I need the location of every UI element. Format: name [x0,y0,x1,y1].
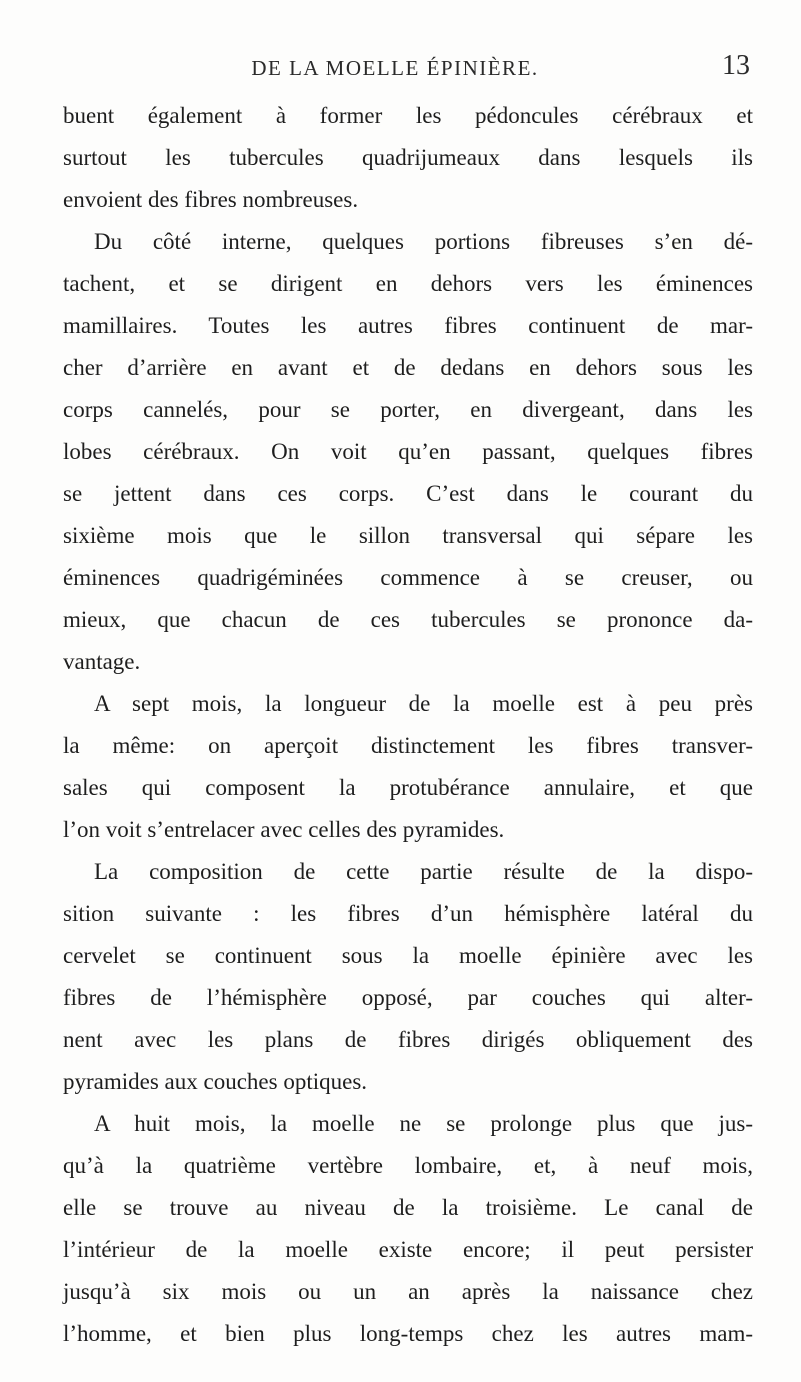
body-text [63,95,753,1355]
text-line: surtout les tubercules quadrijumeaux dans lesquels ils [63,145,753,170]
text-line: vantage. [63,649,141,674]
text-line: cher d’arrière en avant et de dedans en dehors sous les [63,355,753,380]
text-line: se jettent dans ces corps. C’est dans le courant du [63,481,753,506]
text-line: l’intérieur de la moelle existe encore; il peut persister [63,1237,753,1262]
text-line: sales qui composent la protubérance annulaire, et que [63,775,753,800]
text-line: mieux, que chacun de ces tubercules se prononce da- [63,607,753,632]
text-line: mamillaires. Toutes les autres fibres continuent de mar- [63,313,753,338]
text-line: envoient des fibres nombreuses. [63,187,359,212]
text-line: buent également à former les pédoncules cérébraux et [63,103,753,128]
text-line: jusqu’à six mois ou un an après la naissance chez [63,1279,753,1304]
text-line: elle se trouve au niveau de la troisième. Le canal de [63,1195,753,1220]
running-title: DE LA MOELLE ÉPINIÈRE. [251,56,539,80]
text-line: sition suivante : les fibres d’un hémisphère latéral du [63,901,753,926]
paragraph-start-line: Du côté interne, quelques portions fibreuses s’en dé- [94,229,753,254]
text-line: lobes cérébraux. On voit qu’en passant, quelques fibres [63,439,753,464]
paragraph-start-line: A huit mois, la moelle ne se prolonge plus que jus- [94,1111,753,1136]
text-line: la même: on aperçoit distinctement les fibres transver- [63,733,753,758]
text-line: sixième mois que le sillon transversal qui sépare les [63,523,753,548]
text-line: l’homme, et bien plus long-temps chez les autres mam- [63,1321,753,1346]
text-line: qu’à la quatrième vertèbre lombaire, et, à neuf mois, [63,1153,753,1178]
text-line: corps cannelés, pour se porter, en divergeant, dans les [63,397,753,422]
paragraph-start-line: La composition de cette partie résulte de la dispo- [94,859,753,884]
text-line: l’on voit s’entrelacer avec celles des pyramides. [63,817,505,842]
page-number: 13 [722,50,750,81]
text-line: fibres de l’hémisphère opposé, par couches qui alter- [63,985,753,1010]
text-line: nent avec les plans de fibres dirigés obliquement des [63,1027,753,1052]
text-line: cervelet se continuent sous la moelle épinière avec les [63,943,753,968]
text-line: pyramides aux couches optiques. [63,1069,368,1094]
paragraph-start-line: A sept mois, la longueur de la moelle est à peu près [94,691,753,716]
text-line: tachent, et se dirigent en dehors vers les éminences [63,271,753,296]
text-line: éminences quadrigéminées commence à se creuser, ou [63,565,753,590]
